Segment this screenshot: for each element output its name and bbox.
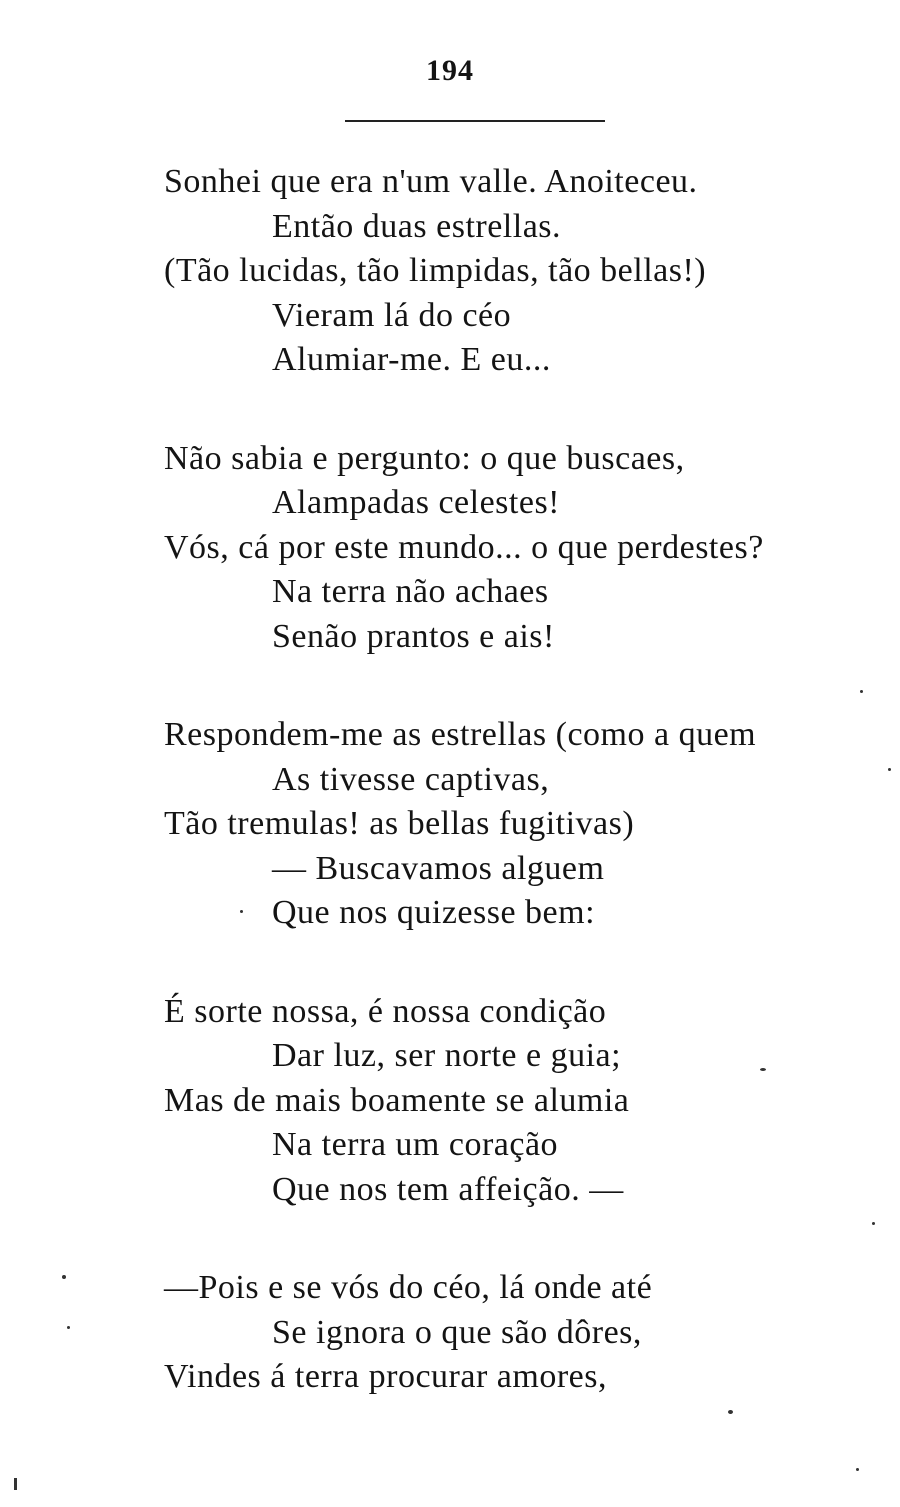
scan-speck bbox=[760, 1068, 766, 1071]
poem-line: Que nos quizesse bem: bbox=[272, 894, 596, 931]
stanza bbox=[164, 437, 884, 660]
poem-line: Alumiar-me. E eu... bbox=[272, 341, 551, 378]
scan-speck bbox=[14, 1478, 17, 1490]
scan-speck bbox=[240, 910, 243, 913]
poem-line: Na terra um coração bbox=[272, 1126, 559, 1163]
poem bbox=[164, 160, 884, 1454]
poem-line: As tivesse captivas, bbox=[272, 760, 550, 798]
scan-speck bbox=[728, 1410, 733, 1414]
stanza bbox=[164, 1266, 884, 1400]
stanza bbox=[164, 713, 884, 936]
stanza bbox=[164, 160, 884, 383]
scan-speck bbox=[888, 768, 891, 771]
poem-line: Vós, cá por este mundo... o que perdestes? bbox=[164, 528, 764, 566]
header-rule bbox=[345, 120, 605, 122]
poem-line: Dar luz, ser norte e guia; bbox=[272, 1037, 622, 1074]
poem-line: Sonhei que era n'um valle. Anoiteceu. bbox=[164, 163, 698, 200]
poem-line: Então duas estrellas. bbox=[272, 207, 562, 245]
poem-line: Vindes á terra procurar amores, bbox=[164, 1358, 607, 1395]
poem-line: Respondem-me as estrellas (como a quem bbox=[164, 716, 757, 753]
scan-speck bbox=[872, 1222, 875, 1225]
poem-line: Na terra não achaes bbox=[272, 573, 549, 610]
poem-line: Que nos tem affeição. — bbox=[272, 1170, 624, 1208]
poem-line: (Tão lucidas, tão limpidas, tão bellas!) bbox=[164, 252, 707, 289]
poem-line: Mas de mais boamente se alumia bbox=[164, 1081, 630, 1119]
poem-line: Alampadas celestes! bbox=[272, 484, 560, 521]
page-number: 194 bbox=[426, 54, 474, 87]
poem-line: Senão prantos e ais! bbox=[272, 617, 555, 655]
poem-line: Não sabia e pergunto: o que buscaes, bbox=[164, 439, 685, 477]
scan-speck bbox=[67, 1326, 70, 1329]
scan-speck bbox=[62, 1275, 66, 1279]
poem-line: É sorte nossa, é nossa condição bbox=[164, 992, 607, 1030]
poem-line: — Buscavamos alguem bbox=[272, 849, 605, 887]
poem-line: —Pois e se vós do céo, lá onde até bbox=[164, 1269, 653, 1306]
scan-speck bbox=[860, 690, 863, 693]
poem-line: Tão tremulas! as bellas fugitivas) bbox=[164, 805, 635, 842]
stanza bbox=[164, 990, 884, 1213]
poem-line: Se ignora o que são dôres, bbox=[272, 1313, 642, 1351]
scan-speck bbox=[856, 1468, 859, 1471]
poem-line: Vieram lá do céo bbox=[272, 296, 512, 334]
